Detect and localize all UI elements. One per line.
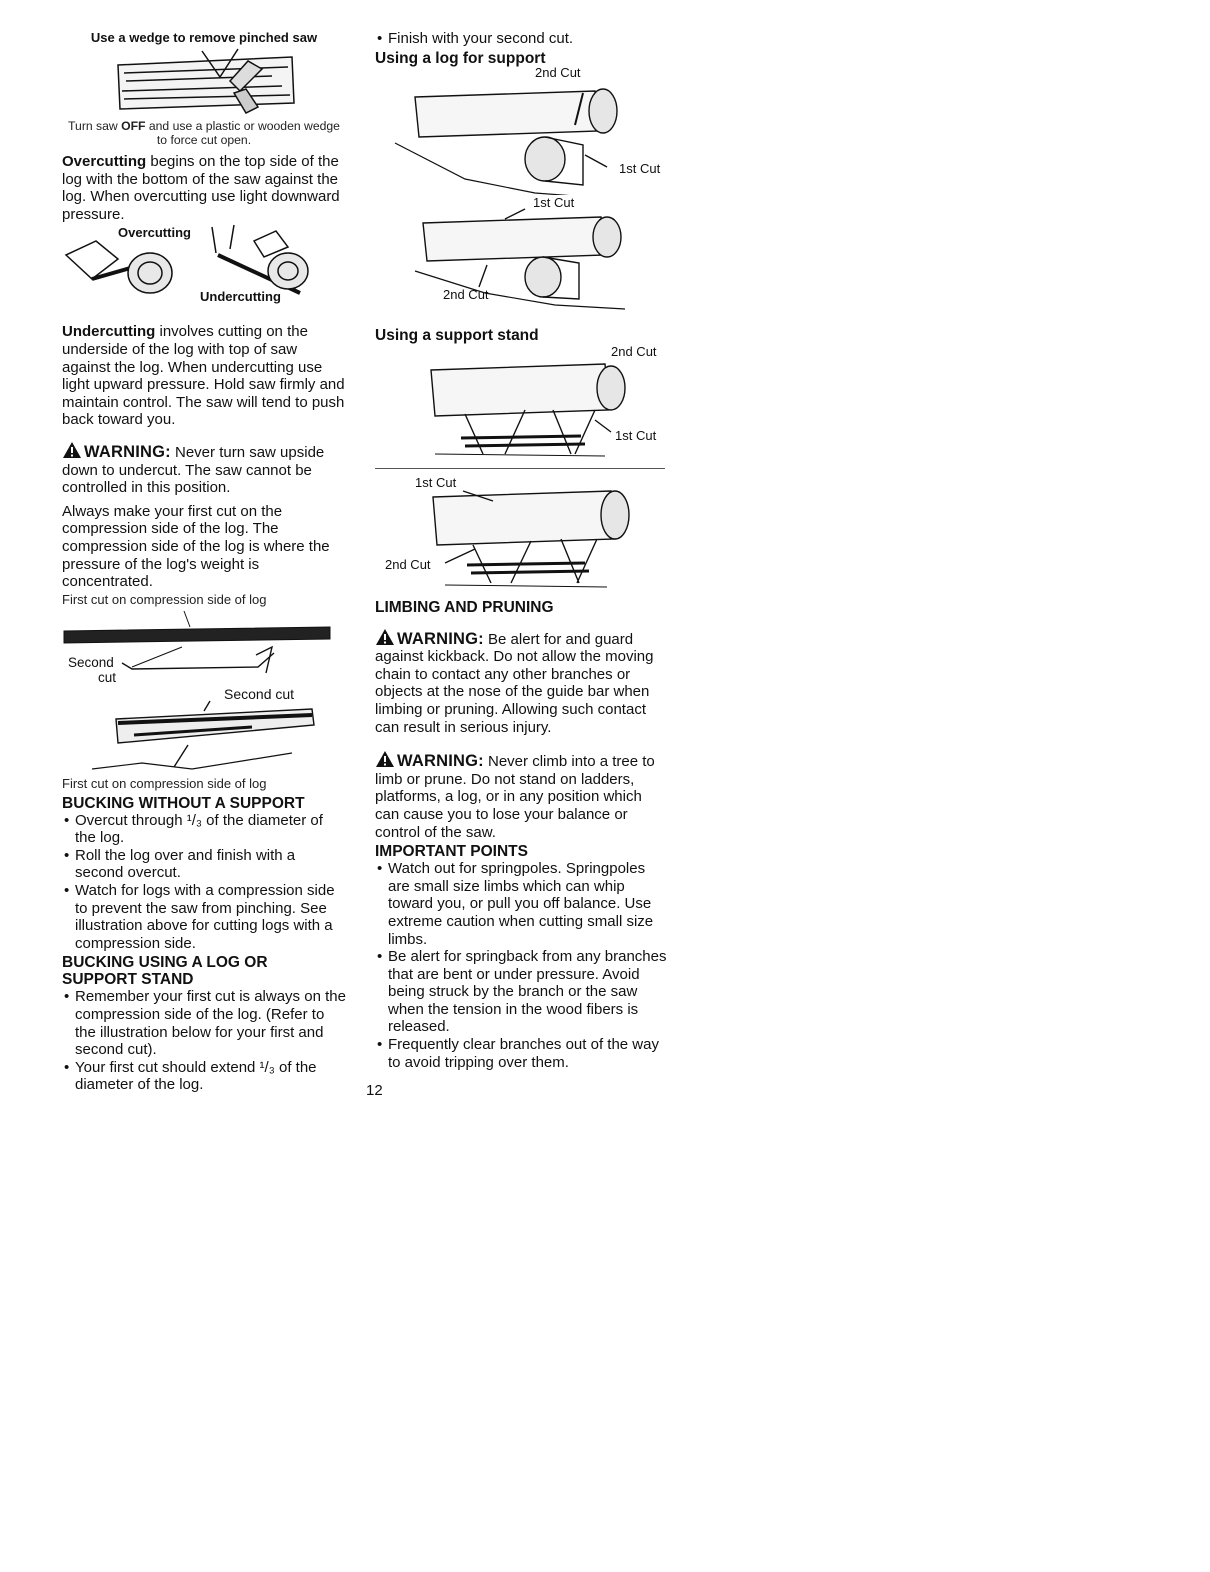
warning-2-title: WARNING: bbox=[397, 629, 484, 648]
overcutting-paragraph bbox=[62, 153, 346, 223]
wedge-caption-off: OFF bbox=[121, 119, 146, 133]
warning-3-title: WARNING: bbox=[397, 752, 484, 771]
important-points-list bbox=[375, 860, 667, 1071]
limbing-heading: LIMBING AND PRUNING bbox=[375, 598, 554, 616]
bucking-support-heading: BUCKING USING A LOG OR SUPPORT STAND bbox=[62, 954, 268, 989]
warning-triangle-icon bbox=[375, 628, 395, 646]
warning-1-title: WARNING: bbox=[84, 442, 171, 461]
list-item: • Your first cut should extend ¹/₃ of the diameter of the log. bbox=[62, 1059, 346, 1094]
wedge-caption-text-a: Turn saw bbox=[68, 119, 122, 133]
fig-first-cut-caption-top: First cut on compression side of log bbox=[62, 591, 267, 607]
fig1-1st-cut-label: 1st Cut bbox=[619, 160, 661, 176]
fig1-2nd-cut-label: 2nd Cut bbox=[535, 66, 581, 80]
wedge-caption bbox=[62, 119, 346, 147]
list-item: • Roll the log over and finish with a second overcut. bbox=[62, 847, 346, 882]
support-stand-illustration-2 bbox=[375, 475, 667, 593]
bucking-list bbox=[62, 812, 346, 953]
warning-2-text: Be alert for and guard against kickback. Do not allow the moving chain to contact any other branches or objects at the nose of the guide bar when limbing or pruning. Allowing such contact can result in serious injury. bbox=[375, 630, 654, 736]
support-stand-illustration-1 bbox=[375, 344, 667, 462]
figure-divider bbox=[375, 468, 665, 469]
right-column bbox=[375, 30, 667, 1071]
warning-3-text: Never climb into a tree to limb or prune. Do not stand on ladders, platforms, a log, or in any position which can cause you to lose your balance or control of the saw. bbox=[375, 753, 655, 841]
bucking-support-list bbox=[62, 988, 346, 1094]
list-item: • Watch out for springpoles. Springpoles are small size limbs which can whip toward you, or pull you off balance. Use extreme caution when cutting small size limbs. bbox=[375, 860, 667, 948]
bucking-heading: BUCKING WITHOUT A SUPPORT bbox=[62, 794, 305, 812]
warning-1-text: Never turn saw upside down to undercut. The saw cannot be controlled in this position. bbox=[62, 443, 325, 497]
finish-list bbox=[375, 30, 667, 48]
undercutting-paragraph bbox=[62, 323, 346, 429]
fig4-2nd-cut-label: 2nd Cut bbox=[385, 556, 431, 572]
undercutting-term: Undercutting bbox=[62, 323, 156, 341]
compression-paragraph: Always make your first cut on the compression side of the log. The compression side of the log is where the pressure of the log's weight is concentrated. bbox=[62, 502, 330, 591]
page-number: 12 bbox=[366, 1082, 383, 1099]
compression-log-illustration-1 bbox=[62, 607, 346, 687]
warning-2 bbox=[375, 628, 667, 737]
compression-log-illustration-2 bbox=[62, 687, 346, 777]
warning-1 bbox=[62, 441, 346, 497]
log-support-heading: Using a log for support bbox=[375, 49, 546, 67]
list-item: • Frequently clear branches out of the way to avoid tripping over them. bbox=[375, 1036, 667, 1071]
log-support-illustration-2 bbox=[375, 195, 667, 323]
overcutting-term: Overcutting bbox=[62, 153, 147, 170]
fig-second-cut-label: Second cut bbox=[224, 686, 295, 702]
important-points-heading: IMPORTANT POINTS bbox=[375, 843, 528, 861]
fig2-1st-cut-label: 1st Cut bbox=[533, 194, 575, 210]
support-stand-heading: Using a support stand bbox=[375, 326, 539, 344]
fig-second-label: Second bbox=[68, 654, 114, 670]
fig3-1st-cut-label: 1st Cut bbox=[615, 427, 657, 443]
warning-3 bbox=[375, 750, 667, 841]
fig-first-cut-caption-bottom: First cut on compression side of log bbox=[62, 775, 267, 791]
wedge-heading: Use a wedge to remove pinched saw bbox=[90, 30, 318, 45]
undercutting-text: involves cutting on the underside of the log with top of saw against the log. When undercutting use light upward pressure. Hold saw firmly and maintain control. The saw will tend to push back toward you. bbox=[62, 323, 345, 429]
log-support-illustration-1 bbox=[375, 67, 667, 195]
warning-triangle-icon bbox=[375, 750, 395, 768]
fig-overcutting-label: Overcutting bbox=[118, 225, 191, 241]
wedge-illustration bbox=[62, 47, 346, 119]
list-item: • Watch for logs with a compression side to prevent the saw from pinching. See illustration above for cutting logs with a compression side. bbox=[62, 882, 346, 952]
overcut-undercut-illustration bbox=[62, 223, 346, 321]
fig-cut-label: cut bbox=[98, 669, 117, 685]
fig2-2nd-cut-label: 2nd Cut bbox=[443, 286, 489, 302]
left-column bbox=[62, 30, 346, 1094]
list-item: • Finish with your second cut. bbox=[375, 30, 667, 48]
fig4-1st-cut-label: 1st Cut bbox=[415, 474, 457, 490]
fig-undercutting-label: Undercutting bbox=[200, 289, 281, 305]
wedge-caption-text-b: and use a plastic or wooden wedge to force cut open. bbox=[145, 119, 340, 147]
fig3-2nd-cut-label: 2nd Cut bbox=[611, 343, 657, 359]
list-item: • Be alert for springback from any branches that are bent or under pressure. Avoid being struck by the branch or the saw when the tension in the wood fibers is released. bbox=[375, 948, 667, 1036]
list-item: • Remember your first cut is always on the compression side of the log. (Refer to the illustration below for your first and second cut). bbox=[62, 988, 346, 1058]
list-item: • Overcut through ¹/₃ of the diameter of the log. bbox=[62, 812, 346, 847]
overcutting-text: begins on the top side of the log with the bottom of the saw against the log. When overcutting use light downward pressure. bbox=[62, 153, 340, 223]
warning-triangle-icon bbox=[62, 441, 82, 459]
